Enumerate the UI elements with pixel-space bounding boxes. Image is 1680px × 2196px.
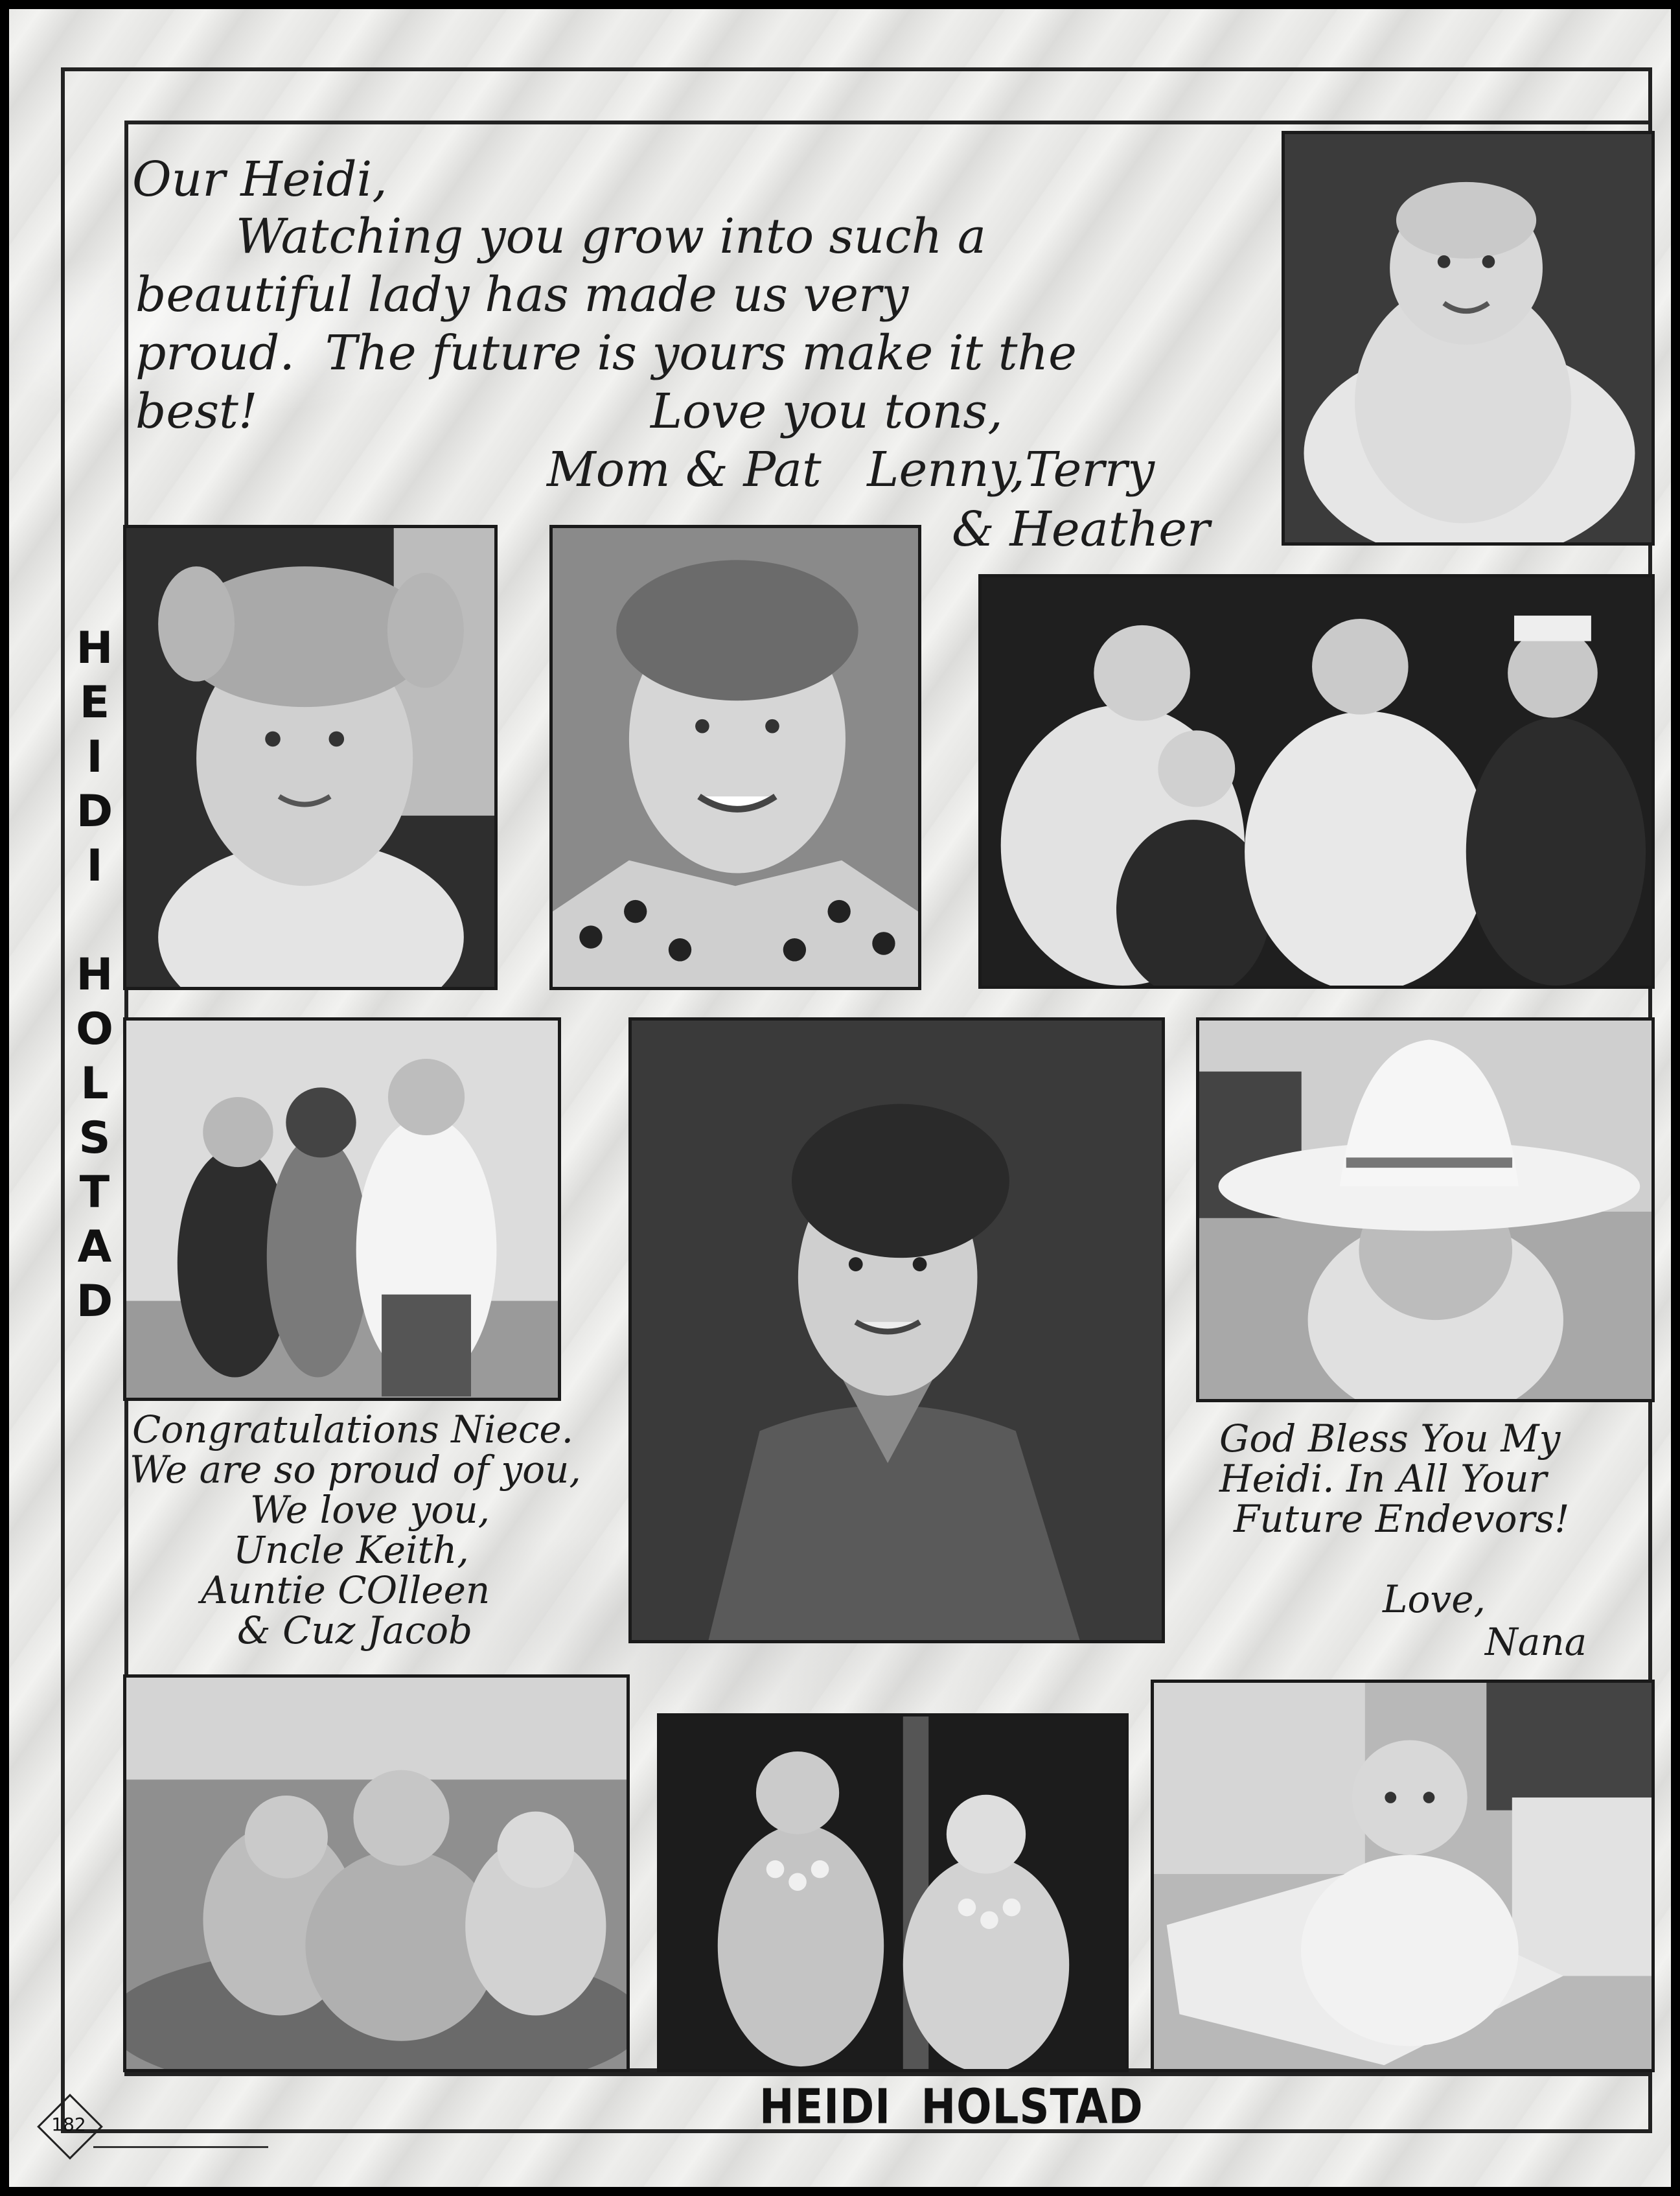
main-message-line-5-right: Love you tons, <box>650 384 1003 439</box>
vertical-name-letter: H <box>76 623 113 674</box>
main-message-line-5-left: best! <box>135 384 258 439</box>
school-portrait-photo <box>549 525 921 990</box>
two-girls-leis-photo <box>657 1713 1129 2072</box>
aunt-uncle-message-line-1: Congratulations Niece. <box>132 1407 574 1451</box>
vertical-name-letter: E <box>79 677 110 728</box>
family-group-photo <box>978 574 1655 989</box>
nana-message-line-5: Nana <box>1485 1620 1587 1664</box>
aunt-uncle-message-line-6: & Cuz Jacob <box>237 1608 473 1652</box>
vertical-name-letter: H <box>76 949 113 1000</box>
page-number: 182 <box>51 2114 86 2135</box>
aunt-uncle-message-line-5: Auntie COlleen <box>201 1568 490 1612</box>
nana-message-line-1: God Bless You My <box>1219 1416 1561 1461</box>
vertical-name-letter: L <box>80 1058 109 1109</box>
vertical-name-letter: I <box>86 840 103 892</box>
aunt-uncle-message-line-2: We are so proud of you, <box>130 1448 581 1492</box>
yearbook-page <box>9 9 1671 2187</box>
main-message-line-1: Our Heidi, <box>132 152 387 207</box>
uncle-aunt-photo <box>123 1017 561 1401</box>
footer-name: HEIDI HOLSTAD <box>759 2080 1144 2136</box>
toddler-pigtails-photo <box>123 525 498 990</box>
nana-message-line-2: Heidi. In All Your <box>1219 1457 1547 1501</box>
vertical-name-letter: A <box>77 1221 112 1273</box>
vertical-name-letter: I <box>86 732 103 783</box>
cowboy-hat-photo <box>1196 1017 1655 1402</box>
nana-message-line-4: Love, <box>1383 1577 1486 1621</box>
nana-message-line-3: Future Endevors! <box>1234 1497 1570 1541</box>
main-message-signature-1: Mom & Pat Lenny,Terry <box>547 442 1155 498</box>
aunt-uncle-message-line-3: We love you, <box>250 1488 490 1532</box>
vertical-name-spacer <box>75 894 114 948</box>
page-number-badge <box>38 2094 100 2156</box>
aunt-uncle-message-line-4: Uncle Keith, <box>233 1528 469 1572</box>
vertical-name-letter: D <box>76 786 113 837</box>
senior-portrait-photo <box>628 1017 1165 1643</box>
vertical-name-letter: S <box>78 1113 111 1164</box>
page-number-rule <box>93 2146 268 2148</box>
main-message-line-4: proud. The future is yours make it the <box>135 325 1077 381</box>
vertical-name-letter: T <box>79 1167 110 1218</box>
main-message-signature-2: & Heather <box>952 502 1210 557</box>
baby-portrait-photo <box>1282 131 1655 546</box>
main-message-line-2: Watching you grow into such a <box>236 209 987 264</box>
main-message-line-3: beautiful lady has made us very <box>135 267 909 323</box>
baby-box-photo <box>1151 1680 1655 2072</box>
vertical-name <box>75 621 114 1329</box>
vertical-name-letter: O <box>76 1004 113 1055</box>
swimming-pool-photo <box>123 1674 630 2072</box>
vertical-name-letter: D <box>76 1276 113 1327</box>
